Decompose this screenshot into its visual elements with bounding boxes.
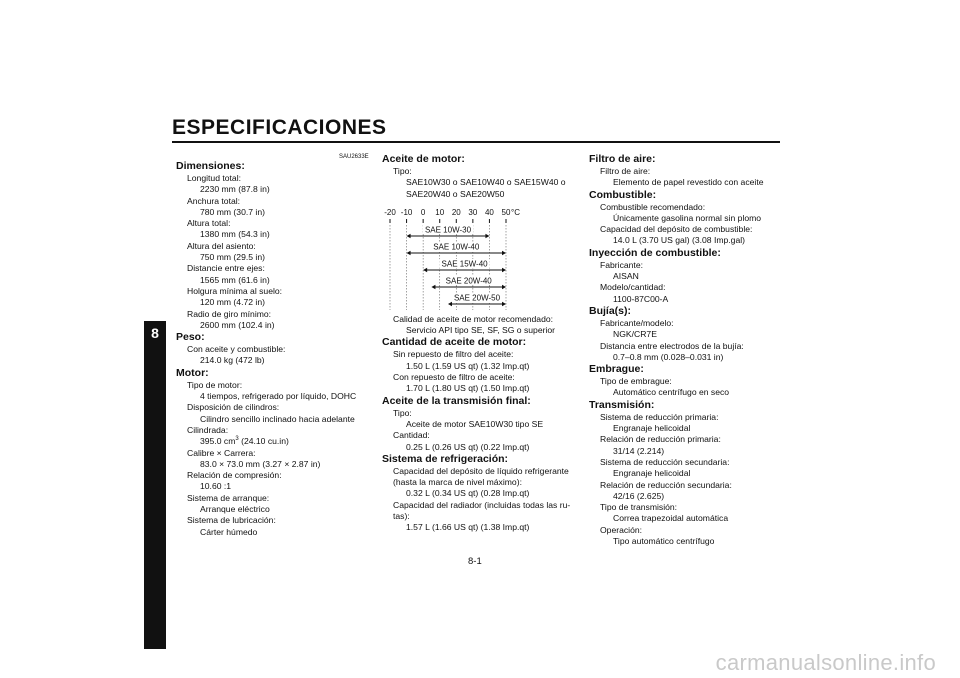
page-title: ESPECIFICACIONES	[172, 116, 387, 139]
range-arrow-right	[502, 302, 506, 306]
tick-label: 50	[501, 207, 511, 217]
spec-value: 83.0 × 73.0 mm (3.27 × 2.87 in)	[200, 458, 321, 469]
heading-dimensiones: Dimensiones:	[176, 160, 245, 172]
oil-viscosity-chart	[382, 206, 582, 312]
spec-value: 0.32 L (0.34 US qt) (0.28 Imp.qt)	[406, 488, 530, 499]
spec-value: NGK/CR7E	[613, 329, 657, 340]
heading-peso: Peso:	[176, 331, 205, 344]
range-arrow-right	[502, 268, 506, 272]
heading-combustible: Combustible:	[589, 188, 657, 201]
range-arrow-right	[502, 285, 506, 289]
tick-label: 40	[484, 207, 494, 217]
spec-label: Sistema de arranque:	[187, 492, 270, 503]
heading-transmision-final: Aceite de la transmisión final:	[382, 394, 531, 407]
chapter-tab: 8	[144, 321, 166, 649]
page-number: 8-1	[468, 556, 482, 567]
series-label: SAE 20W-50	[453, 293, 501, 303]
tick-label: 30	[468, 207, 478, 217]
spec-label: Tipo de motor:	[187, 379, 243, 390]
spec-value: Tipo automático centrífugo	[613, 536, 715, 547]
series-label: SAE 10W-40	[433, 242, 480, 252]
spec-value: 10.60 :1	[200, 481, 232, 492]
spec-label: Relación de compresión:	[187, 470, 282, 481]
spec-value: Automático centrífugo en seco	[613, 387, 730, 398]
cilindrada-sup: 3	[235, 436, 239, 443]
spec-label: Fabricante:	[600, 259, 643, 270]
spec-value: 750 mm (29.5 in)	[200, 252, 265, 263]
heading-motor: Motor:	[176, 366, 209, 379]
spec-value: 0.7–0.8 mm (0.028–0.031 in)	[613, 351, 724, 362]
spec-value: Cárter húmedo	[200, 526, 258, 537]
spec-label: Calibre × Carrera:	[187, 447, 256, 458]
spec-label: Disposición de cilindros:	[187, 402, 280, 413]
heading-filtro-aire: Filtro de aire:	[589, 153, 656, 165]
column-1	[176, 160, 376, 538]
spec-value: Únicamente gasolina normal sin plomo	[613, 212, 762, 223]
spec-label: Modelo/cantidad:	[600, 282, 666, 293]
spec-value: 780 mm (30.7 in)	[200, 206, 265, 217]
column-3	[589, 153, 789, 547]
spec-label: Tipo:	[393, 166, 412, 176]
tick-label: -20	[384, 207, 396, 217]
watermark: carmanualsonline.info	[715, 650, 936, 675]
heading-embrague: Embrague:	[589, 363, 644, 376]
spec-label: Combustible recomendado:	[600, 201, 706, 212]
series-label: SAE 20W-40	[445, 276, 492, 286]
spec-value: Engranaje helicoidal	[613, 423, 691, 434]
heading-refrigeracion: Sistema de refrigeración:	[382, 452, 509, 465]
spec-value: Engranaje helicoidal	[613, 468, 691, 479]
spec-value: 1565 mm (61.6 in)	[200, 274, 270, 285]
spec-label: Tipo:	[393, 407, 412, 418]
spec-value: 120 mm (4.72 in)	[200, 297, 265, 308]
spec-value: 4 tiempos, refrigerado por líquido, DOHC	[200, 391, 357, 402]
range-arrow-right	[485, 234, 489, 238]
spec-label: Sistema de reducción secundaria:	[600, 456, 730, 467]
spec-label: Cantidad:	[393, 430, 430, 441]
spec-label: Con aceite y combustible:	[187, 344, 286, 355]
column-2	[382, 153, 582, 534]
series-label: SAE 10W-30	[424, 225, 472, 235]
spec-value: 14.0 L (3.70 US gal) (3.08 Imp.gal)	[613, 235, 745, 246]
title-rule	[172, 141, 780, 143]
range-arrow-left	[448, 302, 452, 306]
spec-value: 1100-87C00-A	[613, 293, 669, 304]
spec-label: Distancia entre electrodos de la bujía:	[600, 340, 744, 351]
range-arrow-left	[431, 285, 435, 289]
spec-label: Con repuesto de filtro de aceite:	[393, 372, 515, 383]
spec-value: 1.50 L (1.59 US qt) (1.32 Imp.qt)	[406, 360, 530, 371]
spec-label: Sin repuesto de filtro del aceite:	[393, 349, 514, 360]
heading-cantidad-aceite: Cantidad de aceite de motor:	[382, 336, 527, 349]
spec-label: Tipo de embrague:	[600, 376, 672, 387]
heading-inyeccion: Inyección de combustible:	[589, 246, 721, 259]
spec-value: 2600 mm (102.4 in)	[200, 319, 275, 330]
spec-value: 1380 mm (54.3 in)	[200, 229, 270, 240]
cilindrada-rest: (24.10 cu.in)	[238, 436, 289, 447]
spec-value: 0.25 L (0.26 US qt) (0.22 Imp.qt)	[406, 441, 530, 452]
spec-value: Cilindro sencillo inclinado hacia adelante	[200, 413, 355, 424]
spec-label: Operación:	[600, 524, 643, 535]
spec-value: 214.0 kg (472 lb)	[200, 355, 265, 366]
series-label: SAE 15W-40	[441, 259, 488, 269]
spec-value: 2230 mm (87.8 in)	[200, 184, 270, 195]
spec-value: Elemento de papel revestido con aceite	[613, 177, 764, 188]
tick-label: 10	[435, 207, 445, 217]
section-code: SAU2633E	[339, 154, 369, 160]
spec-label: Relación de reducción secundaria:	[600, 479, 732, 490]
spec-label: Sistema de reducción primaria:	[600, 411, 719, 422]
range-arrow-left	[407, 251, 411, 255]
spec-label: Distancie entre ejes:	[187, 263, 265, 274]
spec-label: Altura total:	[187, 218, 231, 229]
spec-label: Cilindrada:	[187, 424, 229, 435]
spec-label: Capacidad del radiador (incluidas todas las ru-	[393, 499, 571, 510]
range-arrow-left	[423, 268, 427, 272]
spec-label: (hasta la marca de nivel máximo):	[393, 477, 522, 488]
spec-label: Anchura total:	[187, 195, 241, 206]
range-arrow-right	[502, 251, 506, 255]
spec-value: SAE20W40 o SAE20W50	[406, 188, 505, 199]
spec-value: 42/16 (2.625)	[613, 490, 665, 501]
spec-label: Radio de giro mínimo:	[187, 308, 272, 319]
spec-value: 1.57 L (1.66 US qt) (1.38 Imp.qt)	[406, 522, 530, 533]
spec-label: Altura del asiento:	[187, 240, 256, 251]
spec-label: Longitud total:	[187, 173, 241, 183]
spec-label: Sistema de lubricación:	[187, 515, 276, 526]
spec-label: Holgura mínima al suelo:	[187, 285, 283, 296]
heading-transmision: Transmisión:	[589, 398, 655, 411]
spec-label: Tipo de transmisión:	[600, 502, 678, 513]
tick-label: 20	[451, 207, 461, 217]
spec-value: SAE10W30 o SAE10W40 o SAE15W40 o	[406, 177, 566, 188]
spec-label: Fabricante/modelo:	[600, 317, 674, 328]
spec-label: tas):	[393, 511, 410, 522]
spec-value: Servicio API tipo SE, SF, SG o superior	[406, 325, 556, 336]
spec-value: Correa trapezoidal automática	[613, 513, 729, 524]
spec-value	[176, 436, 376, 447]
spec-label: Relación de reducción primaria:	[600, 434, 721, 445]
spec-label: Capacidad del depósito de líquido refrigerante	[393, 465, 569, 476]
spec-label: Capacidad del depósito de combustible:	[600, 224, 753, 235]
spec-value: Aceite de motor SAE10W30 tipo SE	[406, 418, 544, 429]
spec-value: AISAN	[613, 271, 639, 282]
spec-value: Arranque eléctrico	[200, 504, 270, 515]
spec-value: 1.70 L (1.80 US qt) (1.50 Imp.qt)	[406, 383, 530, 394]
spec-value: 31/14 (2.214)	[613, 445, 665, 456]
range-arrow-left	[407, 234, 411, 238]
cilindrada-num: 395.0 cm	[200, 436, 236, 447]
heading-aceite-motor: Aceite de motor:	[382, 153, 465, 165]
tick-label: 0	[420, 207, 426, 217]
tick-label: -10	[400, 207, 413, 217]
spec-label: Filtro de aire:	[600, 166, 651, 176]
spec-label: Calidad de aceite de motor recomendado:	[393, 313, 554, 324]
unit-label: °C	[511, 207, 520, 217]
heading-bujia: Bujía(s):	[589, 304, 631, 317]
